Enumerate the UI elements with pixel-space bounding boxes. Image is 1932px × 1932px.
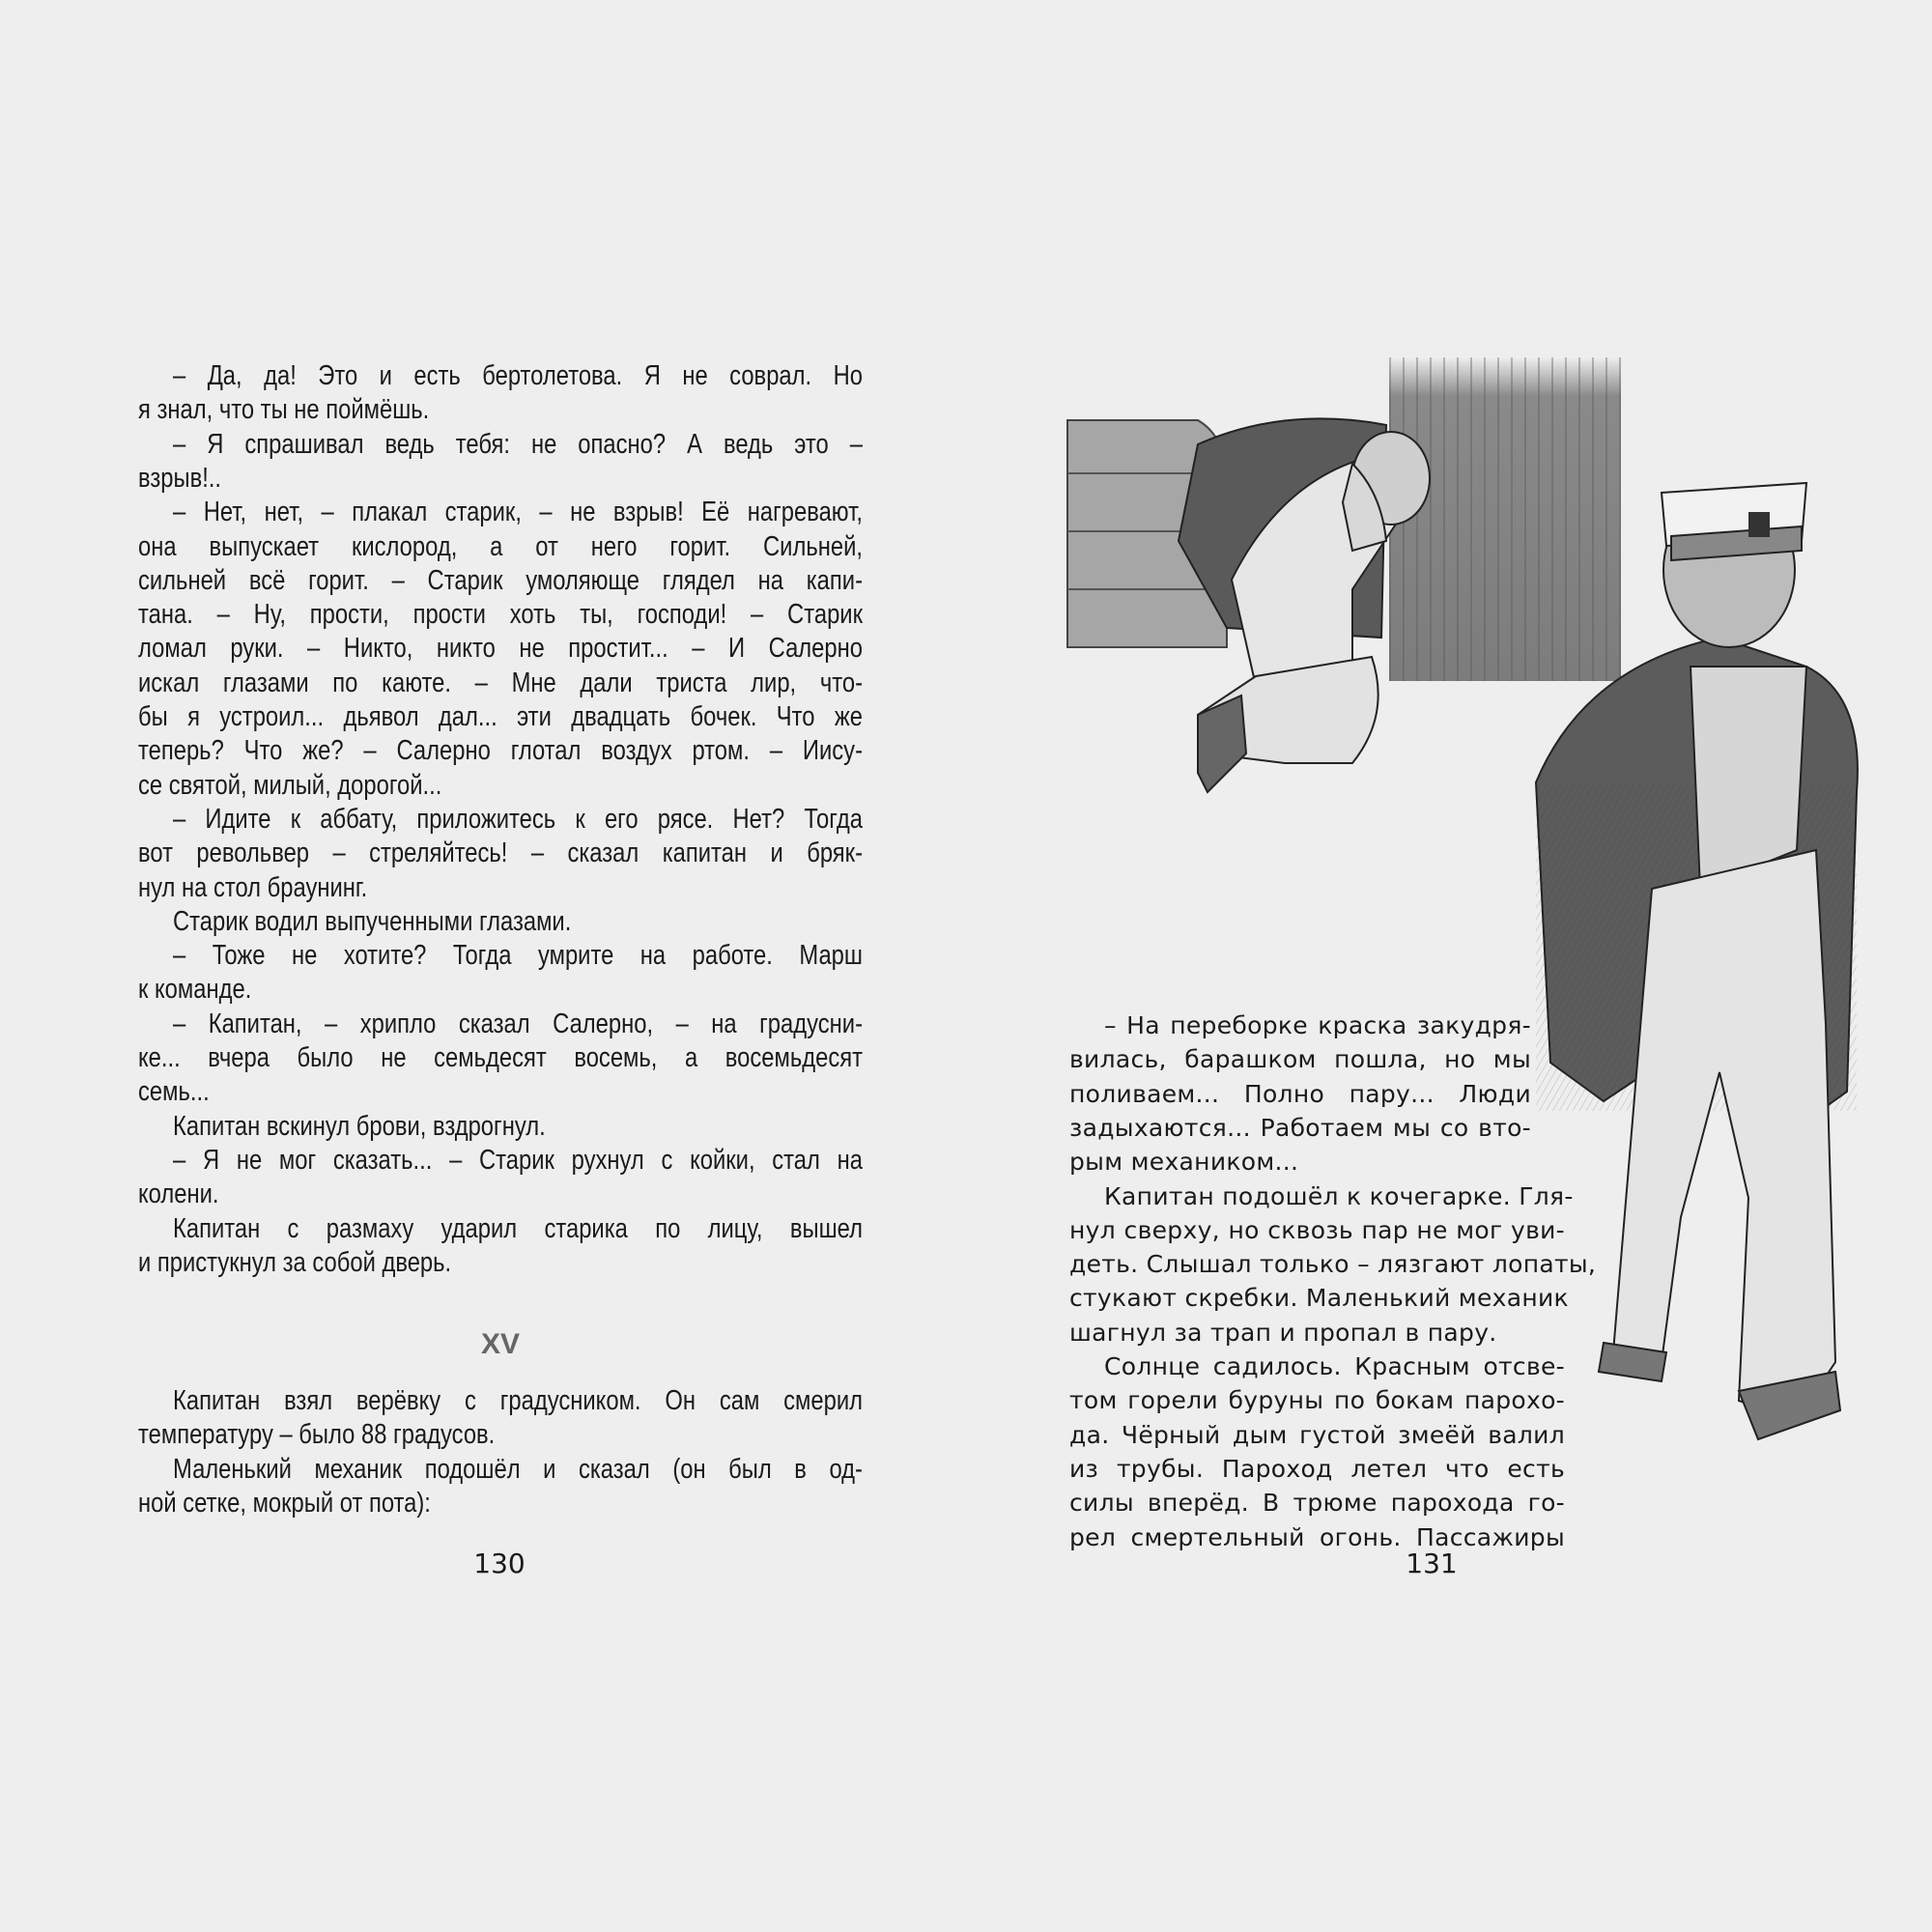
text-line: – Я не мог сказать... – Старик рухнул с койки, стал на — [173, 1144, 863, 1176]
text-line: – Да, да! Это и есть бертолетова. Я не соврал. Но — [173, 360, 863, 391]
curtain — [1389, 357, 1621, 681]
text-line: Старик водил выпученными глазами. — [173, 905, 572, 937]
page-number-left: 130 — [473, 1548, 526, 1579]
text-line: рел смертельный огонь. Пассажиры — [1069, 1522, 1565, 1551]
text-line: искал глазами по каюте. – Мне дали триста лир, что- — [138, 667, 863, 698]
text-line: колени. — [138, 1179, 219, 1210]
text-line: – Нет, нет, – плакал старик, – не взрыв! Её нагревают, — [173, 497, 863, 528]
text-line: – Капитан, – хрипло сказал Салерно, – на градусни- — [173, 1008, 863, 1039]
text-line: поливаем... Полно пару... Люди — [1069, 1079, 1531, 1108]
text-line: ке... вчера было не семьдесят восемь, а восемьдесят — [138, 1042, 863, 1073]
text-line: к команде. — [138, 974, 252, 1006]
text-line: взрыв!.. — [138, 462, 222, 494]
page-number-right: 131 — [1406, 1548, 1458, 1579]
text-line: – На переборке краска закудря- — [1104, 1011, 1531, 1039]
text-line: – Идите к аббату, приложитесь к его рясе. Нет? Тогда — [173, 803, 863, 835]
text-line: температуру – было 88 градусов. — [138, 1419, 496, 1451]
text-line: тана. – Ну, прости, прости хоть ты, господи! – Старик — [138, 599, 863, 631]
text-line: ломал руки. – Никто, никто не простит... – И Салерно — [138, 633, 863, 665]
text-line: Капитан с размаху ударил старика по лицу, вышел — [173, 1212, 863, 1244]
text-line: вилась, барашком пошла, но мы — [1069, 1045, 1531, 1074]
text-line: ной сетке, мокрый от пота): — [138, 1487, 431, 1519]
text-line: я знал, что ты не поймёшь. — [138, 394, 430, 426]
text-line: се святой, милый, дорогой... — [138, 769, 442, 801]
text-line: деть. Слышал только – лязгают лопаты, — [1069, 1250, 1597, 1279]
text-line: стукают скребки. Маленький механик — [1069, 1284, 1569, 1313]
text-line: Капитан взял верёвку с градусником. Он сам смерил — [173, 1385, 863, 1416]
text-line: шагнул за трап и пропал в пару. — [1069, 1318, 1497, 1347]
text-line: и пристукнул за собой дверь. — [138, 1246, 452, 1278]
text-line: рым механиком... — [1069, 1148, 1299, 1177]
text-line: том горели буруны по бокам парохо- — [1069, 1386, 1565, 1415]
text-line: теперь? Что же? – Салерно глотал воздух ртом. – Иису- — [138, 735, 863, 767]
text-line: вот револьвер – стреляйтесь! – сказал капитан и бряк- — [138, 838, 863, 869]
text-line: из трубы. Пароход летел что есть — [1069, 1454, 1565, 1483]
text-line: задыхаются... Работаем мы со вто- — [1069, 1113, 1531, 1142]
text-line: Капитан подошёл к кочегарке. Гля- — [1104, 1181, 1574, 1210]
text-line: силы вперёд. В трюме парохода го- — [1069, 1489, 1565, 1518]
text-line: да. Чёрный дым густой змеёй валил — [1069, 1420, 1565, 1449]
text-line: Маленький механик подошёл и сказал (он был в од- — [173, 1453, 863, 1485]
text-line: семь... — [138, 1076, 210, 1108]
text-line: нул на стол браунинг. — [138, 871, 368, 903]
text-line: – Тоже не хотите? Тогда умрите на работе. Марш — [173, 940, 863, 972]
text-line: бы я устроил... дьявол дал... эти двадцать бочек. Что же — [138, 701, 863, 732]
text-line: Капитан вскинул брови, вздрогнул. — [173, 1110, 546, 1142]
text-line: нул сверху, но сквозь пар не мог уви- — [1069, 1215, 1565, 1244]
text-line: сильней всё горит. – Старик умоляюще глядел на капи- — [138, 564, 863, 596]
text-line: она выпускает кислород, а от него горит. Сильней, — [138, 530, 863, 562]
text-line: – Я спрашивал ведь тебя: не опасно? А ведь это – — [173, 428, 863, 460]
text-line: Солнце садилось. Красным отсве- — [1104, 1352, 1565, 1380]
chapter-heading: XV — [480, 1328, 521, 1360]
